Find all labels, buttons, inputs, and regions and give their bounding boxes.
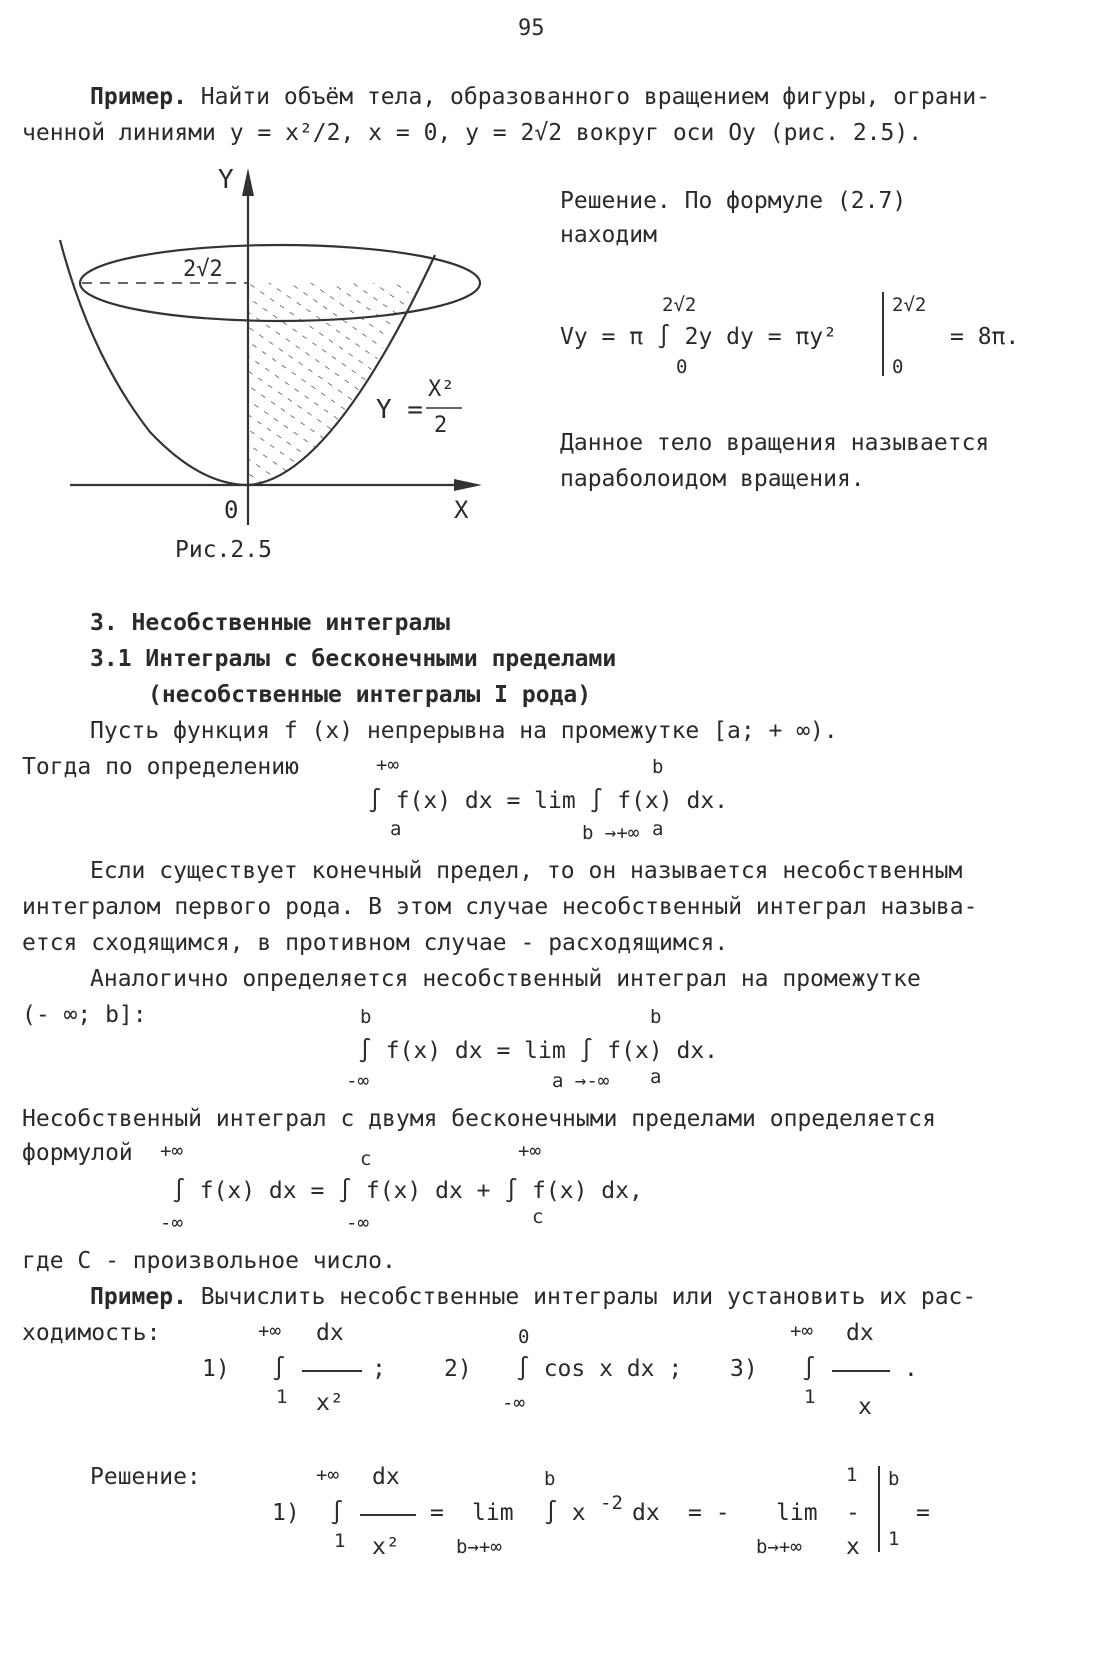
para3-line2: (- ∞; b]: [22,1002,147,1028]
formula2-limit: a →-∞ [552,1070,610,1092]
formula3-lower2: -∞ [346,1212,369,1234]
solution2-numerator: dx [372,1464,400,1490]
integral1-sign: ∫ [272,1356,286,1382]
volume-formula: Vy = π ∫ 2y dy = πy² [560,324,837,350]
subsection-subtitle: (несобственные интегралы I рода) [148,682,592,708]
formula1-lower2: a [652,818,664,840]
formula1-limit: b →+∞ [582,822,640,844]
integral3-numerator: dx [846,1320,874,1346]
substitution-lower: 0 [892,356,904,378]
para1-line1: Пусть функция f (x) непрерывна на промежутке [a; + ∞). [90,718,838,744]
formula3-lower3: c [532,1206,544,1228]
integral1-upper: +∞ [258,1320,281,1342]
integral2-lower: -∞ [502,1392,525,1414]
integral1-fraction-bar [302,1370,362,1372]
solution2-fraction-bar [360,1514,416,1516]
origin-label: 0 [224,496,239,524]
integral3-lower: 1 [804,1386,816,1408]
integral3-denominator: x [858,1394,872,1420]
conclusion-line1: Данное тело вращения называется [560,430,990,456]
formula2-upper2: b [650,1006,662,1028]
example-text-line2: ченной линиями y = x²/2, x = 0, y = 2√2 вокруг оси Оy (рис. 2.5). [22,120,923,146]
integral2-number: 2) [444,1356,472,1382]
formula3-upper1: +∞ [160,1140,183,1162]
solution2-fraction-mid: - [846,1500,860,1526]
formula2-lower: -∞ [346,1070,369,1092]
solution2-sub-lower: 1 [888,1528,900,1550]
solution2-integral2: ∫ x [544,1500,586,1526]
integral1-numerator: dx [316,1320,344,1346]
integral-lower-limit: 0 [676,356,688,378]
formula3-lower1: -∞ [160,1212,183,1234]
level-label: 2√2 [183,257,223,282]
formula3-upper2: c [360,1148,372,1170]
para2-line3: ется сходящимся, в противном случае - расходящимся. [22,930,729,956]
solution2-lim2-sub: b→+∞ [756,1536,802,1558]
integral3-sign: ∫ [802,1356,816,1382]
para4-line1: Несобственный интеграл с двумя бесконечными пределами определяется [22,1106,936,1132]
solution2-upper2: b [544,1468,556,1490]
solution2-substitution-bar [878,1466,880,1552]
solution2-dx: dx [632,1500,660,1526]
formula2: ∫ f(x) dx = lim ∫ f(x) dx. [358,1038,719,1064]
solution2-equals: = [430,1500,444,1526]
figure-paraboloid [30,160,550,580]
para2-line2: интегралом первого рода. В этом случае несобственный интеграл называ- [22,894,978,920]
solution2-lower: 1 [334,1530,346,1552]
example-paragraph [90,86,990,109]
para1-line2: Тогда по определению [22,754,299,780]
formula2-lower2: a [650,1066,662,1088]
solution-line2: находим [560,222,657,248]
example2-text-line2: ходимость: [22,1320,161,1346]
integral3-end: . [904,1356,918,1382]
solution2-denominator: x² [372,1534,400,1560]
solution2-upper: +∞ [316,1464,339,1486]
integral1-number: 1) [202,1356,230,1382]
subsection-title: 3.1 Интегралы с бесконечными пределами [90,646,617,672]
example2-paragraph [90,1286,976,1309]
solution2-fraction-bottom: x [846,1534,860,1560]
curve-label: Y = [376,395,423,425]
integral3-number: 3) [730,1356,758,1382]
solution2-lim1: lim [472,1500,514,1526]
solution2-number: 1) [272,1500,300,1526]
para4-line2: формулой [22,1140,133,1166]
substitution-bar [882,292,884,376]
solution2-exponent: -2 [600,1492,623,1514]
conclusion-line2: параболоидом вращения. [560,466,865,492]
example-text-line1: Найти объём тела, образованного вращением фигуры, ограни- [200,84,991,110]
formula2-upper: b [360,1006,372,1028]
solution2-equals2: = - [688,1500,730,1526]
solution-line1: Решение. По формуле (2.7) [560,188,907,214]
formula1: ∫ f(x) dx = lim ∫ f(x) dx. [368,788,729,814]
formula1-upper2: b [652,756,664,778]
hatched-region [248,283,413,485]
solution2-fraction-top: 1 [846,1464,858,1486]
fraction-numerator: X² [428,377,455,402]
integral1-lower: 1 [276,1386,288,1408]
formula1-upper: +∞ [376,754,399,776]
section-title: 3. Несобственные интегралы [90,610,451,636]
y-axis-label: Y [218,165,234,195]
solution2-label: Решение: [90,1464,201,1490]
example-label: Пример. [90,84,187,110]
x-axis-arrow [454,479,482,491]
integral2-formula: ∫ cos x dx ; [516,1356,683,1382]
para2-line1: Если существует конечный предел, то он называется несобственным [90,858,963,884]
y-axis-arrow [242,168,254,196]
para3-line1: Аналогично определяется несобственный интеграл на промежутке [90,966,921,992]
integral3-upper: +∞ [790,1320,813,1342]
substitution-upper: 2√2 [892,294,927,316]
page-number: 95 [518,16,545,41]
solution2-integral-sign: ∫ [330,1500,344,1526]
formula3: ∫ f(x) dx = ∫ f(x) dx + ∫ f(x) dx, [172,1178,643,1204]
integral3-fraction-bar [832,1370,890,1372]
integral-upper-limit: 2√2 [662,294,697,316]
x-axis-label: X [454,496,469,524]
example2-text-line1: Вычислить несобственные интегралы или установить их рас- [200,1284,977,1310]
solution2-equals3: = [916,1500,930,1526]
formula1-lower: a [390,818,402,840]
integral1-denominator: x² [316,1390,344,1416]
solution2-lim1-sub: b→+∞ [456,1536,502,1558]
solution2-sub-upper: b [888,1468,900,1490]
integral2-upper: 0 [518,1326,530,1348]
volume-result: = 8π. [950,324,1020,350]
formula3-upper3: +∞ [518,1140,541,1162]
example2-label: Пример. [90,1284,187,1310]
figure-caption: Рис.2.5 [175,537,272,563]
solution2-lim2: lim [776,1500,818,1526]
fraction-denominator: 2 [434,413,448,438]
integral1-end: ; [372,1356,386,1382]
para4-line3: где С - произвольное число. [22,1248,396,1274]
